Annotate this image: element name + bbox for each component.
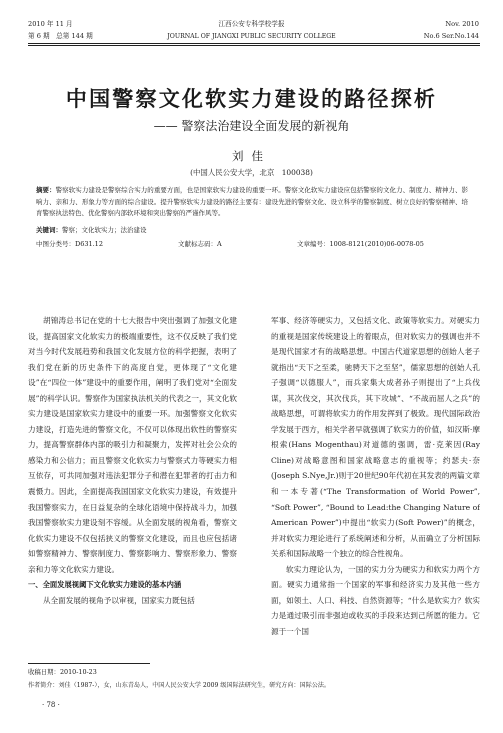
document-code: 文献标志码：A bbox=[178, 240, 222, 248]
article-number: 文章编号：1008-8121(2010)06-0078-05 bbox=[297, 240, 424, 248]
paper-title: 中国警察文化软实力建设的路径探析 bbox=[65, 86, 438, 111]
header-month-en: Nov. 2010 bbox=[445, 20, 479, 28]
body-column-right bbox=[271, 313, 480, 639]
abstract-label: 摘要： bbox=[36, 186, 56, 194]
body-paragraph: 胡锦涛总书记在党的十七大报告中突出强调了加强文化建设，提高国家文化软实力的极端重要性，这不仅反映了我们党对当今时代发展趋势和我国文化发展方位的科学把握，表明了我们党在新的历史条件下的高度自觉，更体现了“文化建设”在“四位一体”建设中的重要作用，阐明了我们党对“全面发展”的科学认识。警察作为国家执法机关的代表之一，其文化软实力建设是国家软实力建设中的重要一环。加强警察文化软实力建设，打造先进的警察文化，不仅可以体现出软性的警察实力，提高警察群体内部的吸引力和凝聚力，发挥对社会公众的感染力和公信力；而且警察文化软实力与警察式力等硬实力相互依存，可共同加强对违法犯罪分子和潜在犯罪者的打击力和震慑力。因此，全面提高我国国家文化软实力建设，有效提升我国警察实力，在日益复杂的全球化语境中保持战斗力，加强我国警察软实力建设刻不容缓。从全面发展的视角看，警察文化软实力建设不仅包括狭义的警察文化建设，而且也应包括诸如警察精神力、警察制度力、警察影响力、警察形象力、警察亲和力等文化软实力建设。 bbox=[28, 316, 237, 574]
body-paragraph: 军事、经济等硬实力，又包括文化、政策等软实力。对硬实力的重视是国家传统建设上的着眼点，但对软实力的强调也并不是现代国家才有的战略思想。中国古代道家思想的创始人老子就指出“天下之至柔，驰骋天下之至坚”，儒家思想的创始人孔子强调“以德服人”，而兵家集大成者孙子则提出了“上兵伐谋，其次伐交，其次伐兵，其下攻城”、“不战而屈人之兵”的战略思想，可谓将软实力的作用发挥到了极致。现代国际政治学发展于西方，相关学者早就强调了软实力的价值，如汉斯·摩根索(Hans Mogenthau)对道德的强调，雷·克莱因(Ray Cline)对战略意图和国家战略意志的重视等；约瑟夫·奈(Joseph S.Nye,Jr.)则于20世纪90年代初在其发表的两篇文章和一本专著(“The Transformation of World Power”, “Soft Power”, “Bound to Lead:the Changing Nature of American Power”)中提出“软实力(Soft Power)”的概念，并对软实力理论进行了系统阐述和分析，从而确立了分析国际关系和国际战略一个独立的综合性视角。 bbox=[271, 316, 480, 559]
body-paragraph: 软实力理论认为，一国的实力分为硬实力和软实力两个方面。硬实力通常指一个国家的军事和经济实力及其他一些方面，如领土、人口、科技、自然资源等；“什么是软实力？软实力是通过吸引而非强迫或收买的手段来达到己所愿的能力。它源于一个国 bbox=[271, 564, 480, 636]
header-rule-top bbox=[28, 43, 480, 44]
paper-subtitle: —— 警察法治建设全面发展的新视角 bbox=[153, 119, 350, 133]
page-number: · 78 · bbox=[42, 701, 60, 709]
author-bio: 作者简介：刘佳（1987-），女，山东青岛人，中国人民公安大学 2009 级国际法研究生，研究方向：国际公法。 bbox=[28, 682, 331, 689]
body-paragraph: 从全面发展的视角予以审视，国家实力既包括 bbox=[43, 595, 195, 605]
footnote-rule bbox=[28, 663, 150, 664]
header-journal-cn: 江西公安专科学校学报 bbox=[218, 20, 285, 28]
keywords bbox=[36, 225, 147, 235]
header-rule-bottom bbox=[28, 45, 480, 46]
header-issue-en: No.6 Ser.No.144 bbox=[423, 32, 479, 40]
keywords-text: 警察；文化软实力；法治建设 bbox=[62, 226, 147, 234]
keywords-label: 关键词： bbox=[36, 226, 62, 234]
author-affiliation: (中国人民公安大学，北京 100038) bbox=[190, 168, 313, 177]
clc-number: 中图分类号：D631.12 bbox=[36, 240, 103, 248]
header-issue: 第 6 期 总第 144 期 bbox=[28, 32, 93, 40]
abstract bbox=[36, 185, 468, 220]
header-journal-en: JOURNAL OF JIANGXI PUBLIC SECURITY COLLEGE bbox=[167, 33, 336, 40]
body-column-left bbox=[28, 313, 237, 608]
section-heading: 一、全面发展视阈下文化软实力建设的基本内涵 bbox=[28, 580, 182, 590]
abstract-text: 警察软实力建设是警察综合实力的重要方面，也是国家软实力建设的重要一环。警察文化软实力建设应包括警察的文化力、制度力、精神力、影响力、亲和力、形象力等方面的综合建设。提升警察软实力建设的路径主要有：建设先进的警察文化、设立科学的警察制度、树立良好的警察精神、培育警察执法特色、优化警察内部软环境和突出警察的严谨作风等。 bbox=[36, 186, 469, 218]
header-date: 2010 年 11 月 bbox=[28, 20, 73, 28]
received-date: 收稿日期：2010-10-23 bbox=[28, 668, 97, 676]
author-name: 刘佳 bbox=[232, 149, 271, 163]
